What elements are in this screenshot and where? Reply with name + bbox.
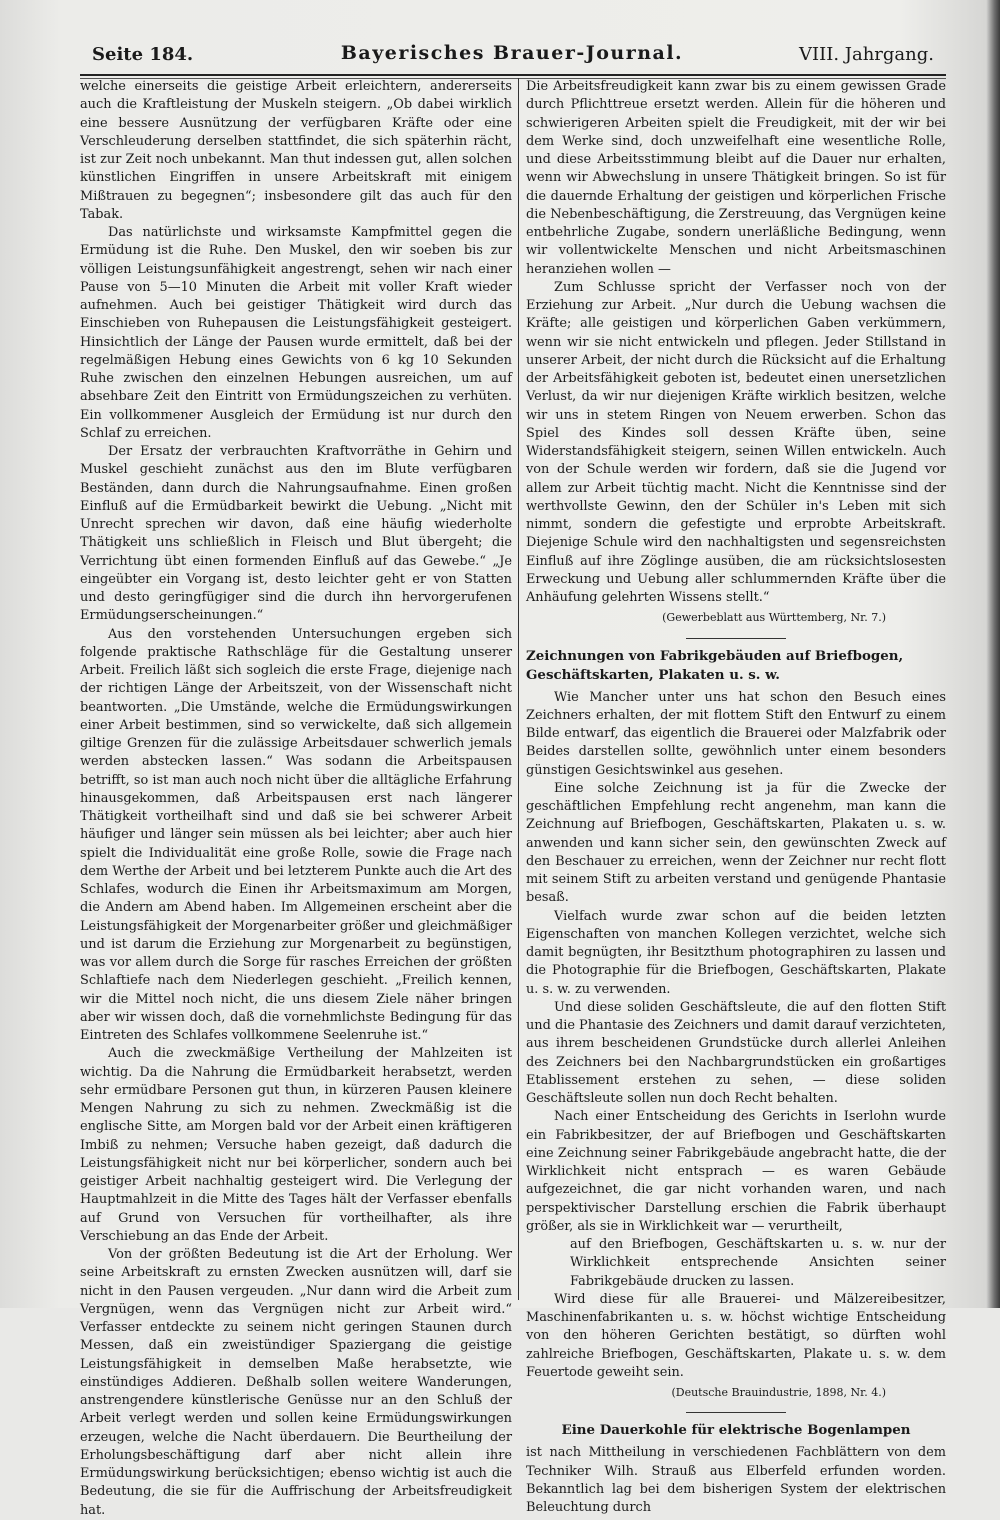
section-divider [686,1412,786,1413]
paragraph: Wie Mancher unter uns hat schon den Besuch eines Zeichners erhalten, der mit flottem Stift den Entwurf zu einem Bilde entwarf, das eigentlich die Brauerei oder Malzfabrik oder Beides darstellen sollte, gewöhnlich unter einem besonders günstigen Gesichtswinkel aus gesehen. [526,689,946,778]
paragraph: Zum Schlusse spricht der Verfasser noch von der Erziehung zur Arbeit. „Nur durch die Uebung wachsen die Kräfte; alle geistigen und körperlichen Gaben verkümmern, wenn wir sie nicht entwickeln und pflegen. Jeder Stillstand in unserer Arbeit, der nicht durch die Rücksicht auf die Erhaltung der Arbeitsfähigkeit geboten ist, bedeutet einen unersetzlichen Verlust, da wir nur diejenigen Kräfte wirklich besitzen, welche wir uns in stetem Ringen von Neuem erwerben. Schon das Spiel des Kindes soll dessen Kräfte üben, seine Widerstandsfähigkeit steigern, seinen Willen entwickeln. Auch von der Schule werden wir fordern, daß sie die Jugend vor allem zur Arbeit tüchtig macht. Nicht die Kenntnisse sind der werthvollste Gewinn, den der Schüler in's Leben mit sich nimmt, sondern die gefestigte und erprobte Arbeitskraft. Diejenige Schule wird den nachhaltigsten und segensreichsten Einfluß auf ihre Zöglinge ausüben, die am rücksichtslosesten Erweckung und Uebung aller schlummernden Kräfte über die Anhäufung gelehrten Wissens stellt.“ [526,279,946,605]
page-number: Seite 184. [92,44,194,65]
section-title: Eine Dauerkohle für elektrische Bogenlampen [561,1422,911,1439]
right-column [526,78,946,1515]
source-citation: (Deutsche Brauindustrie, 1898, Nr. 4.) [671,1386,886,1399]
paragraph: Auch die zweckmäßige Vertheilung der Mahlzeiten ist wichtig. Da die Nahrung die Ermüdbarkeit herabsetzt, werden sehr ermüdbare Personen gut thun, in kürzeren Pausen kleinere Mengen Nahrung zu sich zu nehmen. Zweckmäßig ist die englische Sitte, am Morgen bald vor der Arbeit einen kräftigeren Imbiß zu nehmen; Versuche haben gezeigt, daß dadurch die Leistungsfähigkeit nicht nur bei körperlicher, sondern auch bei geistiger Arbeit nachhaltig gesteigert wird. Die Verlegung der Hauptmahlzeit in die Mitte des Tages hält der Verfasser ebenfalls auf Grund von Versuchen für vortheilhafter, als ihre Verschiebung an das Ende der Arbeit. [80,1046,512,1244]
paragraph: Der Ersatz der verbrauchten Kraftvorräthe in Gehirn und Muskel geschieht zunächst aus den im Blute verfügbaren Beständen, dann durch die Nahrungsaufnahme. Einen großen Einfluß auf die Ermüdbarkeit bewirkt die Uebung. „Nicht mit Unrecht sprechen wir davon, daß eine häufig wiederholte Thätigkeit uns schließlich in Fleisch und Blut übergeht; die Verrichtung übt einen formenden Einfluß auf das Gewebe.“ „Je eingeübter ein Vorgang ist, desto leichter geht er von Statten und desto geringfügiger sind die durch ihn hervorgerufenen Ermüdungserscheinungen.“ [80,444,512,624]
paragraph: Die Arbeitsfreudigkeit kann zwar bis zu einem gewissen Grade durch Pflichttreue ersetzt werden. Allein für die höheren und schwierigeren Arbeiten spielt die Freudigkeit, mit der wir bei dem Werke sind, doch unzweifelhaft eine wesentliche Rolle, und diese Arbeitsstimmung bleibt auf die Dauer nur erhalten, wenn wir Abwechslung in unsere Thätigkeit bringen. So ist für die dauernde Erhaltung der geistigen und körperlichen Frische die Nebenbeschäftigung, die Zerstreuung, das Vergnügen keine entbehrliche Zugabe, sondern unerläßliche Bedingung, wenn wir vollentwickelte Menschen und nicht Arbeitsmaschinen heranziehen wollen — [526,79,946,277]
source-citation: (Gewerbeblatt aus Württemberg, Nr. 7.) [662,611,886,625]
paragraph: Vielfach wurde zwar schon auf die beiden letzten Eigenschaften von manchen Kollegen verzichtet, welche sich damit begnügten, ihr Besitzthum photographiren zu lassen und die Photographie für die Briefbogen, Geschäftskarten, Plakate u. s. w. zu verwenden. [526,908,946,997]
indented-quote [526,1236,946,1291]
journal-title: Bayerisches Brauer-Journal. [340,42,684,64]
page-edge-shadow [986,0,1000,1308]
paragraph: Und diese soliden Geschäftsleute, die auf den flotten Stift und die Phantasie des Zeichners und damit darauf verzichteten, aus ihrem bescheidenen Grundstücke durch allerlei Anleihen des Zeichners bei den Nachbargrundstücken ein großartiges Etablissement erstehen zu sehen, — diese soliden Geschäftsleute sollen nun doch Recht behalten. [526,999,946,1106]
paragraph: Eine solche Zeichnung ist ja für die Zwecke der geschäftlichen Empfehlung recht angenehm, man kann die Zeichnung auf Briefbogen, Geschäftskarten, Plakaten u. s. w. anwenden und kann sicher sein, den gewünschten Zweck auf den Beschauer zu erreichen, wenn der Zeichner nur recht flott mit seinem Stift zu arbeiten verstand und genügende Phantasie besaß. [526,780,946,906]
paragraph: welche einerseits die geistige Arbeit erleichtern, andererseits auch die Kraftleistung der Muskeln steigern. „Ob dabei wirklich eine bessere Ausnützung der verfügbaren Kräfte oder eine Verschleuderung derselben stattfindet, die sich späterhin rächt, ist zur Zeit noch unbekannt. Man thut indessen gut, allen solchen künstlichen Eingriffen in unsere Arbeitskraft mit einigem Mißtrauen zu begegnen“; insbesondere gilt das auch für den Tabak. [80,79,512,222]
volume-label: VIII. Jahrgang. [798,44,934,65]
section-title: Zeichnungen von Fabrikgebäuden auf Briefbogen, Geschäftskarten, Plakaten u. s. w. [526,647,904,683]
paragraph: Von der größten Bedeutung ist die Art der Erholung. Wer seine Arbeitskraft zu ernsten Zwecken ausnützen will, darf sie nicht in den Pausen vergeuden. „Nur dann wird die Arbeit zum Vergnügen, wenn das Vergnügen nicht zur Arbeit wird.“ Verfasser entdeckte zu seinem nicht geringen Staunen durch Messen, daß ein zweistündiger Spaziergang die geistige Leistungsfähigkeit in demselben Maße herabsetzte, wie einstündiges Addieren. Deßhalb sollen weitere Wanderungen, anstrengendere künstlerische Genüsse nur an den Schluß der Arbeit verlegt werden und sollen keine Ermüdungswirkungen erzeugen, welche die Nacht überdauern. Die Beurtheilung der Erholungsbeschäftigung darf aber nicht allein ihre Ermüdungswirkung berücksichtigen; ebenso wichtig ist auch die Bedeutung, die sie für die Auffrischung der Arbeitsfreudigkeit hat. [80,1247,512,1518]
paragraph: auf den Briefbogen, Geschäftskarten u. s. w. nur der Wirklichkeit entsprechende Ansichten seiner Fabrikgebäude drucken zu lassen. [570,1237,946,1289]
section-divider [686,638,786,639]
paragraph: Nach einer Entscheidung des Gerichts in Iserlohn wurde ein Fabrikbesitzer, der auf Briefbogen und Geschäftskarten eine Zeichnung seiner Fabrikgebäude angebracht hatte, die der Wirklichkeit nicht entsprach — es waren Gebäude aufgezeichnet, die gar nicht vorhanden waren, und nach perspektivischer Darstellung erschien die Fabrik überhaupt größer, als sie in Wirklichkeit war — verurtheilt, [526,1109,946,1234]
left-column [80,78,512,1518]
paragraph: Aus den vorstehenden Untersuchungen ergeben sich folgende praktische Rathschläge für die Gestaltung unserer Arbeit. Freilich läßt sich sogleich die erste Frage, diejenige nach der richtigen Länge der Arbeitszeit, von der Wissenschaft nicht beantworten. „Die Umstände, welche die Ermüdungswirkungen einer Arbeit bestimmen, sind so verwickelte, daß sich allgemein giltige Grenzen für die zulässige Arbeitsdauer schwerlich jemals werden abstecken lassen.“ Was sodann die Arbeitspausen betrifft, so ist man auch noch nicht über die alltägliche Erfahrung hinausgekommen, daß Arbeitspausen erst nach längerer Thätigkeit vortheilhaft sind und daß sie bei schwerer Arbeit häufiger und länger sein müssen als bei leichter; aber auch hier spielt die Individualität eine große Rolle, sowie die Frage nach dem Werthe der Arbeit und bei letzterem Punkte auch die Art des Schlafes, wodurch die Einen ihr Arbeitsmaximum am Morgen, die Andern am Abend haben. Im Allgemeinen erscheint aber die Leistungsfähigkeit der Morgenarbeiter größer und gleichmäßiger und ist darum die Erziehung zur Morgenarbeit zu begünstigen, was vor allem durch die Sorge für rasches Erreichen der größten Schlaftiefe nach dem Niederlegen geschieht. „Freilich kennen, wir die Mittel noch nicht, die uns diesem Ziele näher bringen aber wir wissen doch, daß die vornehmlichste Bedingung für das Eintreten des Schlafes vollkommene Seelenruhe ist.“ [80,626,512,1043]
paragraph: Das natürlichste und wirksamste Kampfmittel gegen die Ermüdung ist die Ruhe. Den Muskel, den wir soeben bis zur völligen Leistungsunfähigkeit angestrengt, sehen wir nach einer Pause von 5—10 Minuten die Arbeit mit voller Kraft wieder aufnehmen. Auch bei geistiger Thätigkeit wird durch das Einschieben von Ruhepausen die Leistungsfähigkeit gesteigert. Hinsichtlich der Länge der Pausen wurde ermittelt, daß bei der regelmäßigen Hebung eines Gewichts von 6 kg 10 Sekunden Ruhe zwischen den einzelnen Hebungen ausreichen, um auf absehbare Zeit den Eintritt von Ermüdungszeichen zu verhüten. Ein vollkommener Ausgleich der Ermüdung ist nur durch den Schlaf zu erreichen. [80,225,512,441]
page-header [92,42,934,72]
paragraph: ist nach Mittheilung in verschiedenen Fachblättern von dem Techniker Wilh. Strauß aus Elberfeld erfunden worden. Bekanntlich lag bei dem bisherigen System der elektrischen Beleuchtung durch [526,1445,946,1515]
paragraph: Wird diese für alle Brauerei- und Mälzereibesitzer, Maschinenfabrikanten u. s. w. höchst wichtige Entscheidung von den höheren Gerichten bestätigt, so dürften wohl zahlreiche Briefbogen, Geschäftskarten, Plakate u. s. w. dem Feuertode geweiht sein. [526,1291,946,1380]
column-divider [518,78,519,1300]
